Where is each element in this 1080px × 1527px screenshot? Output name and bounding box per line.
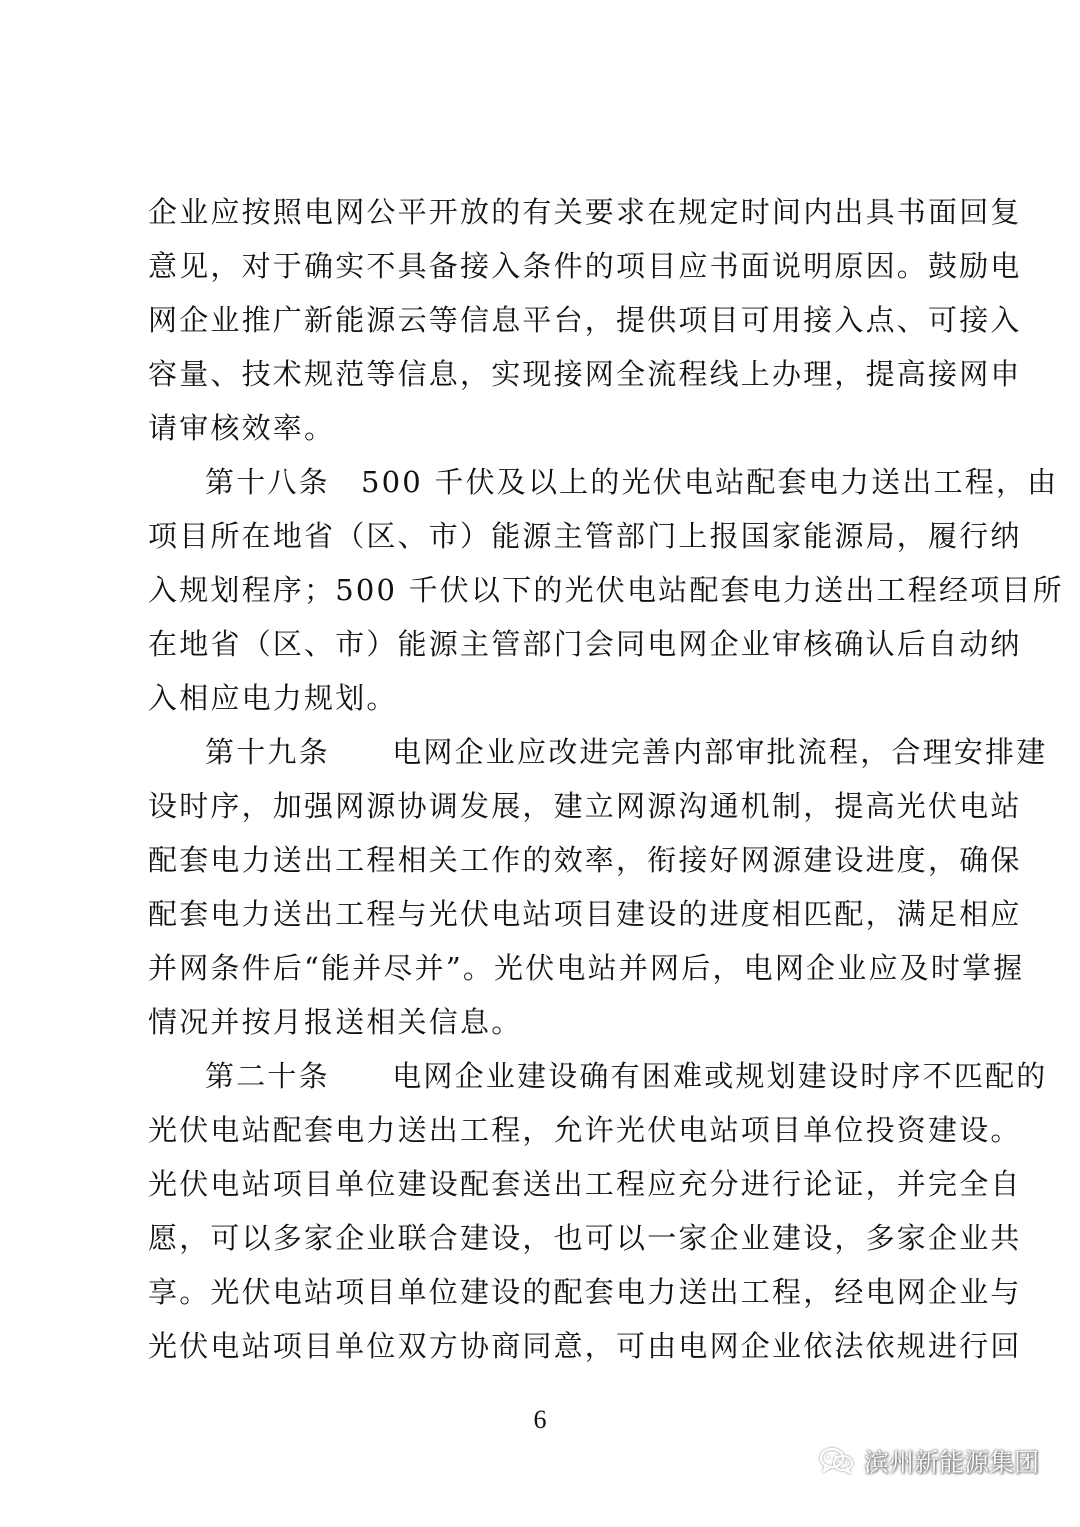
text-line: 入相应电力规划。	[148, 681, 398, 715]
text-line: 情况并按月报送相关信息。	[148, 1005, 523, 1039]
text-line: 配套电力送出工程相关工作的效率，衔接好网源建设进度，确保	[148, 843, 1022, 877]
page-number: 6	[533, 1405, 547, 1434]
text-line: 意见，对于确实不具备接入条件的项目应书面说明原因。鼓励电	[148, 249, 1022, 283]
text-line: 并网条件后“能并尽并”。光伏电站并网后，电网企业应及时掌握	[148, 951, 1025, 985]
text-line: 享。光伏电站项目单位建设的配套电力送出工程，经电网企业与	[148, 1275, 1022, 1309]
article-18-first-line: 第十八条 500 千伏及以上的光伏电站配套电力送出工程，由	[205, 465, 1059, 499]
text-line: 愿，可以多家企业联合建设，也可以一家企业建设，多家企业共	[148, 1221, 1022, 1255]
text-line: 光伏电站项目单位建设配套送出工程应充分进行论证，并完全自	[148, 1167, 1022, 1201]
watermark-text: 滨州新能源集团	[864, 1448, 1040, 1477]
wechat-icon	[818, 1446, 856, 1476]
watermark	[818, 1438, 1039, 1484]
text-line: 配套电力送出工程与光伏电站项目建设的进度相匹配，满足相应	[148, 897, 1022, 931]
text-line: 企业应按照电网公平开放的有关要求在规定时间内出具书面回复	[148, 195, 1022, 229]
text-line: 网企业推广新能源云等信息平台，提供项目可用接入点、可接入	[148, 303, 1022, 337]
text-line: 光伏电站项目单位双方协商同意，可由电网企业依法依规进行回	[148, 1329, 1022, 1363]
article-20-first-line: 第二十条 电网企业建设确有困难或规划建设时序不匹配的	[205, 1059, 1048, 1093]
text-line: 光伏电站配套电力送出工程，允许光伏电站项目单位投资建设。	[148, 1113, 1022, 1147]
article-19-first-line: 第十九条 电网企业应改进完善内部审批流程，合理安排建	[205, 735, 1048, 769]
text-line: 容量、技术规范等信息，实现接网全流程线上办理，提高接网申	[148, 357, 1022, 391]
text-line: 项目所在地省（区、市）能源主管部门上报国家能源局，履行纳	[148, 519, 1022, 553]
text-line: 入规划程序；500 千伏以下的光伏电站配套电力送出工程经项目所	[148, 573, 1064, 607]
text-line: 在地省（区、市）能源主管部门会同电网企业审核确认后自动纳	[148, 627, 1022, 661]
text-line: 请审核效率。	[148, 411, 336, 445]
text-line: 设时序，加强网源协调发展，建立网源沟通机制，提高光伏电站	[148, 789, 1022, 823]
